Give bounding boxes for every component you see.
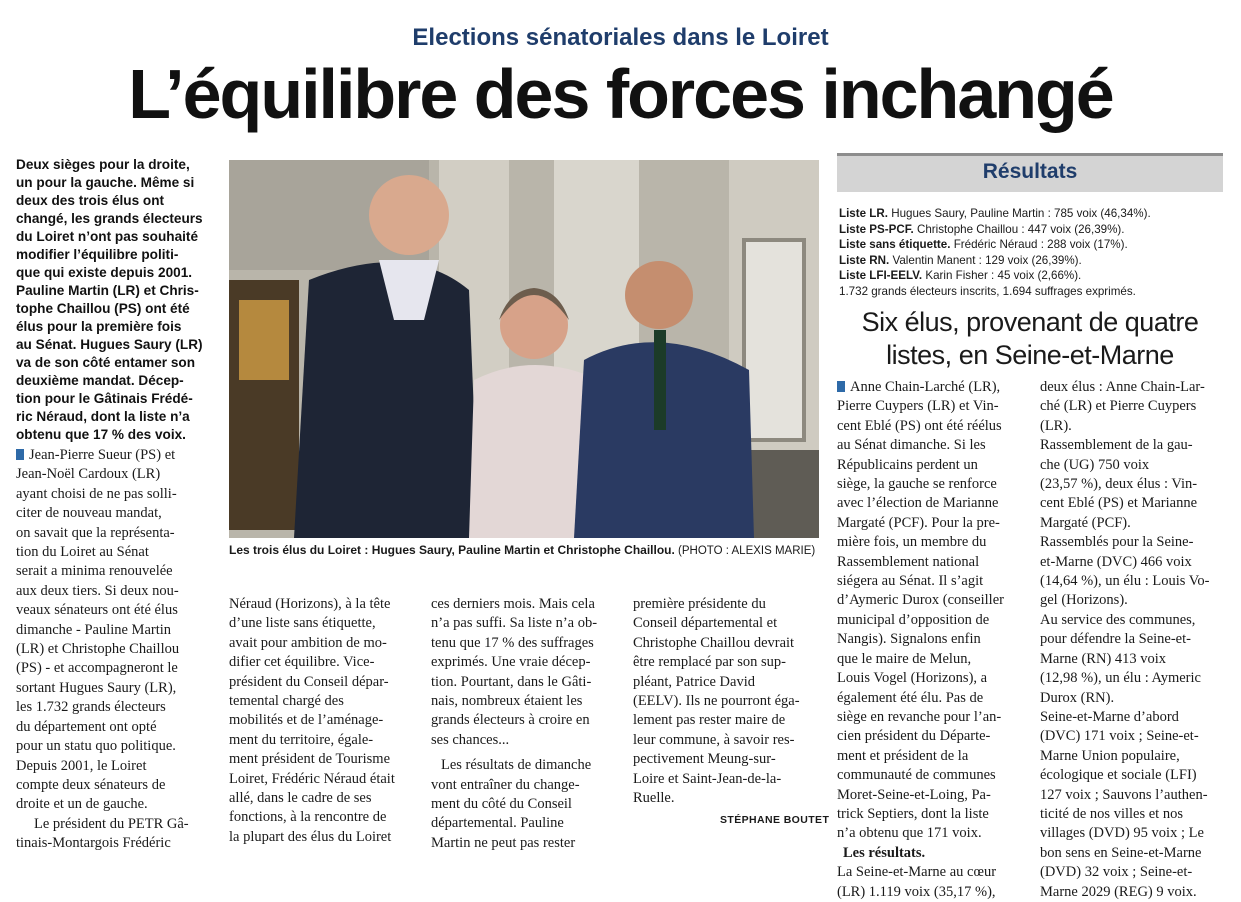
text-line: Loire et Saint-Jean-de-la- <box>633 770 782 787</box>
text-line: Nangis). Signalons enfin <box>837 631 981 648</box>
text-line: allé, dans le cadre de ses <box>229 790 372 807</box>
text-line: président du Conseil dépar- <box>229 673 389 690</box>
text-line: Jean-Noël Cardoux (LR) <box>16 466 161 483</box>
text-line: Pierre Cuypers (LR) et Vin- <box>837 398 999 415</box>
text-line: Martin ne peut pas rester <box>431 834 576 851</box>
text-line: La Seine-et-Marne au cœur <box>837 864 997 881</box>
results-row: Liste RN. Valentin Manent : 129 voix (26,39%). <box>839 253 1082 267</box>
kicker: Elections sénatoriales dans le Loiret <box>412 24 829 51</box>
text-line: siège en revanche pour l’an- <box>837 708 1002 725</box>
text-line: cent Eblé (PS) et Marianne <box>1040 495 1198 512</box>
text-line: Marne 2029 (REG) 9 voix. <box>1040 883 1197 900</box>
text-line: Louis Vogel (Horizons), a <box>837 670 988 687</box>
text-line: (LR). <box>1040 417 1072 434</box>
text-line: temental chargé des <box>229 693 344 710</box>
lead-line: ric Néraud, dont la liste n’a <box>16 409 190 424</box>
article-photo <box>229 160 819 538</box>
text-line: Rassemblement national <box>837 553 980 570</box>
text-line: exprimés. Une vraie décep- <box>431 654 591 671</box>
text-line: ces derniers mois. Mais cela <box>431 596 595 612</box>
text-line: Christophe Chaillou devrait <box>633 634 795 651</box>
text-line: ses chances... <box>431 731 510 748</box>
text-line: Jean-Pierre Sueur (PS) et <box>16 446 212 465</box>
text-line: veaux sénateurs ont été élus <box>16 602 178 619</box>
lead-line: du Loiret n’ont pas souhaité <box>16 229 199 244</box>
body-column-1 <box>16 446 212 854</box>
text-line: (DVD) 32 voix ; Seine-et- <box>1040 864 1193 881</box>
text-line: Rassemblement de la gau- <box>1040 437 1193 454</box>
results-row: Liste LR. Hugues Saury, Pauline Martin : 785 voix (46,34%). <box>839 207 1151 220</box>
text-line: et-Marne (DVC) 466 voix <box>1040 553 1192 570</box>
text-line: citer de nouveau mandat, <box>16 505 162 522</box>
text-line: municipal d’opposition de <box>837 611 990 628</box>
text-line: première présidente du <box>633 596 766 612</box>
text-line: ayant choisi de ne pas solli- <box>16 485 177 502</box>
text-line: du département ont opté <box>16 718 157 735</box>
text-line: Conseil départemental et <box>633 615 778 632</box>
text-line: villages (DVD) 95 voix ; Le <box>1040 825 1204 842</box>
text-line: départemental. Pauline <box>431 815 564 832</box>
text-line: Les résultats de dimanche <box>441 757 592 774</box>
lead-line: au Sénat. Hugues Saury (LR) <box>16 337 203 352</box>
lead-line: deuxième mandat. Décep- <box>16 373 184 388</box>
text-line: compte deux sénateurs de <box>16 776 166 793</box>
text-line: mière fois, un membre du <box>837 534 987 551</box>
body-column-2 <box>229 595 419 847</box>
text-line: écologique et sociale (LFI) <box>1040 767 1197 784</box>
text-line: ment président de Tourisme <box>229 751 391 768</box>
results-subheading: Les résultats. <box>843 844 926 861</box>
text-line: Margaté (PCF). <box>1040 514 1131 531</box>
body-column-3 <box>431 595 621 853</box>
text-line: dimanche - Pauline Martin <box>16 621 172 638</box>
text-line: Moret-Seine-et-Loing, Pa- <box>837 786 991 803</box>
text-line: fonctions, à la rencontre de <box>229 809 387 826</box>
results-row: Liste sans étiquette. Frédéric Néraud : 288 voix (17%). <box>839 238 1128 252</box>
text-line: pléant, Patrice David <box>633 673 755 690</box>
text-line: Anne Chain-Larché (LR), <box>837 378 1026 397</box>
results-row: Liste PS-PCF. Christophe Chaillou : 447 voix (26,39%). <box>839 222 1125 236</box>
lead-line: obtenu que 17 % des voix. <box>16 427 186 442</box>
text-line: aux deux tiers. Si deux nou- <box>16 582 179 599</box>
sidebar-column-2 <box>1040 378 1229 902</box>
text-line: que le maire de Melun, <box>837 650 972 667</box>
text-line: (LR) et Christophe Chaillou <box>16 641 180 658</box>
text-line: communauté de communes <box>837 767 996 784</box>
text-line: leur commune, à savoir res- <box>633 731 795 748</box>
body-column-4 <box>633 595 823 808</box>
text-line: d’Aymeric Durox (conseiller <box>837 592 1004 609</box>
text-line: également été élu. Pas de <box>837 689 984 706</box>
author-signature: STÉPHANE BOUTET <box>720 814 830 826</box>
text-line: ticité de nos villes et nos <box>1040 805 1183 822</box>
text-line: grands électeurs à croire en <box>431 712 590 729</box>
text-line: être remplacé par son sup- <box>633 654 786 671</box>
text-line: che (UG) 750 voix <box>1040 456 1150 473</box>
text-line: difier cet équilibre. Vice- <box>229 654 375 671</box>
text-line: (LR) 1.119 voix (35,17 %), <box>837 883 996 900</box>
text-line: (DVC) 171 voix ; Seine-et- <box>1040 728 1199 745</box>
results-row: Liste LFI-EELV. Karin Fisher : 45 voix (2,66%). <box>839 269 1082 283</box>
lead-paragraph <box>16 156 212 444</box>
text-line: d’une liste sans étiquette, <box>229 615 376 632</box>
text-line: (14,64 %), un élu : Louis Vo- <box>1040 573 1210 590</box>
text-line: (PS) - et accompagneront le <box>16 660 178 677</box>
text-line: cien président du Départe- <box>837 728 991 745</box>
lead-line: Pauline Martin (LR) et Chris- <box>16 283 199 298</box>
text-line: tinais-Montargois Frédéric <box>16 835 171 852</box>
text-line: ché (LR) et Pierre Cuypers <box>1040 398 1197 415</box>
text-line: Loiret, Frédéric Néraud était <box>229 770 395 787</box>
text-line: ment du côté du Conseil <box>431 796 572 813</box>
text-line: avec l’élection de Marianne <box>837 495 999 512</box>
text-line: bon sens en Seine-et-Marne <box>1040 844 1202 861</box>
text-line: tion. Pourtant, dans le Gâti- <box>431 673 592 690</box>
lead-line: tion pour le Gâtinais Frédé- <box>16 391 193 406</box>
text-line: Rassemblés pour la Seine- <box>1040 534 1194 551</box>
lead-line: tophe Chaillou (PS) ont été <box>16 301 190 316</box>
text-line: ment et président de la <box>837 747 969 764</box>
text-line: ment du territoire, égale- <box>229 731 374 748</box>
text-line: gel (Horizons). <box>1040 592 1128 609</box>
text-line: mobilités et de l’aménage- <box>229 712 384 729</box>
text-line: les 1.732 grands électeurs <box>16 699 166 716</box>
text-line: nais, nombreux étaient les <box>431 693 583 710</box>
results-summary: 1.732 grands électeurs inscrits, 1.694 suffrages exprimés. <box>839 284 1136 298</box>
sidebar-title: Six élus, provenant de quatre listes, en Seine-et-Marne <box>861 307 1199 370</box>
text-line: cent Eblé (PS) ont été réélus <box>837 417 1002 434</box>
text-line: pectivement Meung-sur- <box>633 751 776 768</box>
text-line: pour un statu quo politique. <box>16 738 176 755</box>
headline: L’équilibre des forces inchangé <box>128 55 1113 133</box>
lead-line: deux des trois élus ont <box>16 193 165 208</box>
text-line: siégera au Sénat. Il s’agit <box>837 573 984 590</box>
text-line: Républicains perdent un <box>837 456 978 473</box>
text-line: pour défendre la Seine-et- <box>1040 631 1191 648</box>
text-line: siège, la gauche se renforce <box>837 476 997 493</box>
text-line: deux élus : Anne Chain-Lar- <box>1040 379 1205 395</box>
text-line: lement pas rester maire de <box>633 712 786 729</box>
text-line: (23,57 %), deux élus : Vin- <box>1040 476 1198 493</box>
text-line: Néraud (Horizons), à la tête <box>229 596 391 612</box>
text-line: Le président du PETR Gâ- <box>34 815 189 832</box>
text-line: (EELV). Ils ne pourront éga- <box>633 693 800 710</box>
paragraph-marker-icon <box>16 449 24 460</box>
text-line: la plupart des élus du Loiret <box>229 828 392 845</box>
results-list <box>839 206 1224 300</box>
text-line: Au service des communes, <box>1040 611 1196 628</box>
lead-line: un pour la gauche. Même si <box>16 175 195 190</box>
results-title: Résultats <box>982 160 1078 183</box>
text-line: droite et un de gauche. <box>16 796 148 813</box>
text-line: Depuis 2001, le Loiret <box>16 757 147 774</box>
text-line: n’a pas suffi. Sa liste n’a ob- <box>431 615 598 632</box>
text-line: Ruelle. <box>633 790 675 807</box>
sidebar-column-1 <box>837 378 1026 902</box>
lead-line: modifier l’équilibre politi- <box>16 247 179 262</box>
text-line: avait pour ambition de mo- <box>229 634 387 651</box>
text-line: au Sénat dimanche. Si les <box>837 437 986 454</box>
text-line: serait a minima renouvelée <box>16 563 173 580</box>
text-line: n’a obtenu que 171 voix. <box>837 825 982 842</box>
text-line: Marne (RN) 413 voix <box>1040 650 1167 667</box>
text-line: on savait que la représenta- <box>16 524 175 541</box>
caption-text: Les trois élus du Loiret : Hugues Saury, Pauline Martin et Christophe Chaillou. <box>229 543 675 557</box>
text-line: (12,98 %), un élu : Aymeric <box>1040 670 1201 687</box>
text-line: sortant Hugues Saury (LR), <box>16 679 177 696</box>
text-line: vont entraîner du change- <box>431 776 580 793</box>
paragraph-marker-icon <box>837 381 845 392</box>
lead-line: va de son côté entamer son <box>16 355 196 370</box>
lead-line: Deux sièges pour la droite, <box>16 157 190 172</box>
lead-line: élus pour la première fois <box>16 319 182 334</box>
photo-illustration <box>229 160 819 538</box>
lead-line: que qui existe depuis 2001. <box>16 265 193 280</box>
text-line: Margaté (PCF). Pour la pre- <box>837 514 1000 531</box>
text-line: Marne Union populaire, <box>1040 747 1180 764</box>
lead-line: changé, les grands électeurs <box>16 211 203 226</box>
text-line: tenu que 17 % des suffrages <box>431 634 594 651</box>
photo-caption <box>229 542 819 560</box>
text-line: Seine-et-Marne d’abord <box>1040 708 1179 725</box>
text-line: Durox (RN). <box>1040 689 1115 706</box>
photo-credit: (PHOTO : ALEXIS MARIE) <box>678 545 816 557</box>
text-line: trick Septiers, dont la liste <box>837 805 989 822</box>
text-line: tion du Loiret au Sénat <box>16 544 149 561</box>
text-line: 127 voix ; Sauvons l’authen- <box>1040 786 1208 803</box>
